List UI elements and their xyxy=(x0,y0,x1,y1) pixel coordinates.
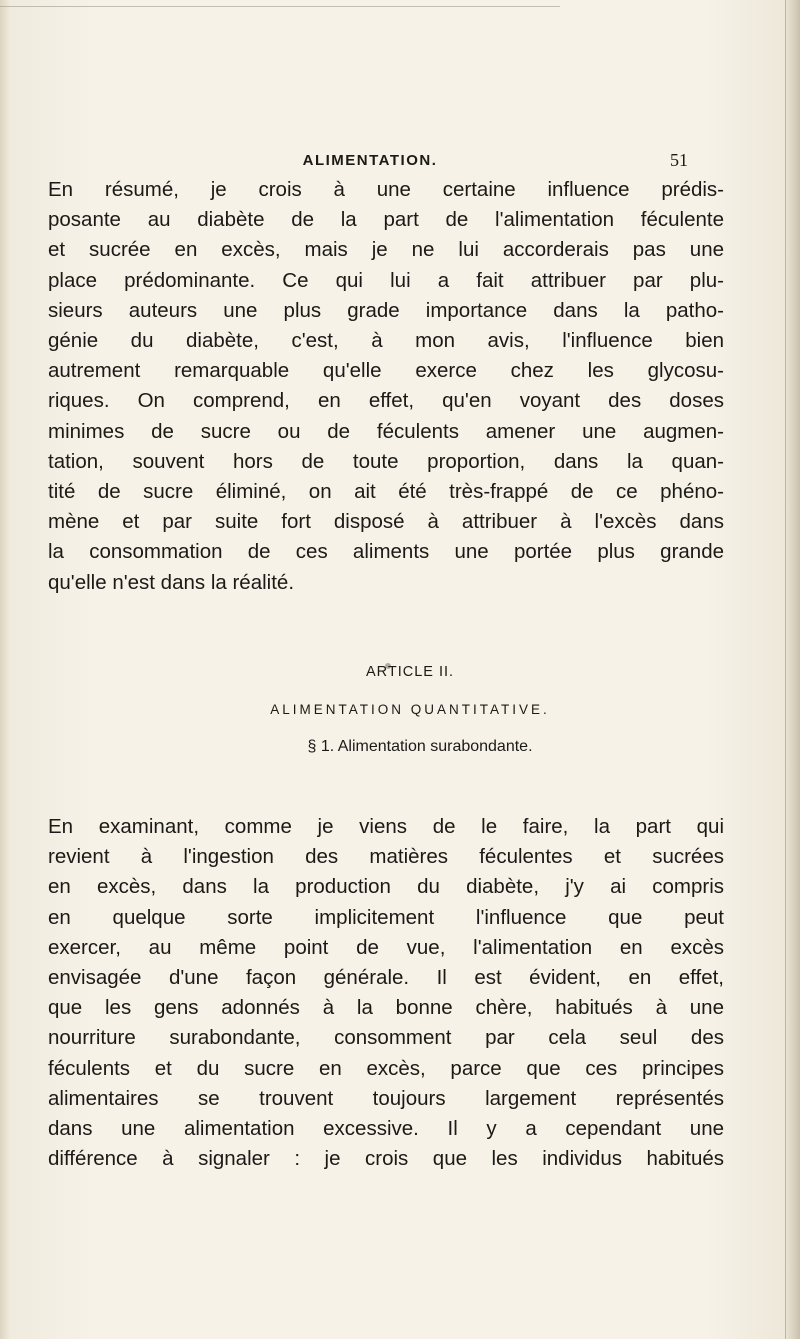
text-line: en quelque sorte implicitement l'influence que peut xyxy=(48,905,724,929)
top-rule xyxy=(0,6,560,7)
text-line: tation, souvent hors de toute proportion, dans la quan- xyxy=(48,449,724,473)
text-line: minimes de sucre ou de féculents amener une augmen- xyxy=(48,419,724,443)
text-line: mène et par suite fort disposé à attribuer à l'excès dans xyxy=(48,510,724,534)
text-line: En examinant, comme je viens de le faire, la part qui xyxy=(48,815,724,838)
text-line: exercer, au même point de vue, l'alimentation en excès xyxy=(48,935,724,959)
page-number: 51 xyxy=(670,150,688,170)
text-line: autrement remarquable qu'elle exerce chez les glycosu- xyxy=(48,359,724,383)
text-line: place prédominante. Ce qui lui a fait attribuer par plu- xyxy=(48,268,724,292)
text-line: riques. On comprend, en effet, qu'en voyant des doses xyxy=(48,389,724,413)
text-line: féculents et du sucre en excès, parce que ces principes xyxy=(48,1056,724,1080)
text-line: sieurs auteurs une plus grade importance dans la patho- xyxy=(48,298,724,322)
text-line: envisagée d'une façon générale. Il est évident, en effet, xyxy=(48,966,724,990)
article-heading: ARTICLE II. xyxy=(365,664,455,680)
text-line: et sucrée en excès, mais je ne lui accorderais pas une xyxy=(48,238,724,262)
text-line: que les gens adonnés à la bonne chère, habitués à une xyxy=(48,996,724,1020)
paragraph-1 xyxy=(48,175,724,598)
text-line: en excès, dans la production du diabète, j'y ai compris xyxy=(48,875,724,899)
text-line: la consommation de ces aliments une portée plus grande xyxy=(48,540,724,564)
text-line: posante au diabète de la part de l'alimentation féculente xyxy=(48,208,724,232)
running-head: ALIMENTATION. xyxy=(302,152,438,169)
text-line: En résumé, je crois à une certaine influence prédis- xyxy=(48,178,724,201)
text-line: tité de sucre éliminé, on ait été très-frappé de ce phéno- xyxy=(48,480,724,504)
text-line: alimentaires se trouvent toujours largement représentés xyxy=(48,1086,724,1110)
text-line: génie du diabète, c'est, à mon avis, l'influence bien xyxy=(48,329,724,353)
section-heading: ALIMENTATION QUANTITATIVE. xyxy=(270,702,550,717)
text-line: revient à l'ingestion des matières féculentes et sucrées xyxy=(48,845,724,869)
text-line: dans une alimentation excessive. Il y a cependant une xyxy=(48,1117,724,1141)
paragraph-2 xyxy=(48,812,724,1174)
text-line: qu'elle n'est dans la réalité. xyxy=(48,570,295,594)
text-line: différence à signaler : je crois que les individus habitués xyxy=(48,1147,724,1171)
text-line: nourriture surabondante, consomment par cela seul des xyxy=(48,1026,724,1050)
subsection-heading: § 1. Alimentation surabondante. xyxy=(307,738,533,755)
